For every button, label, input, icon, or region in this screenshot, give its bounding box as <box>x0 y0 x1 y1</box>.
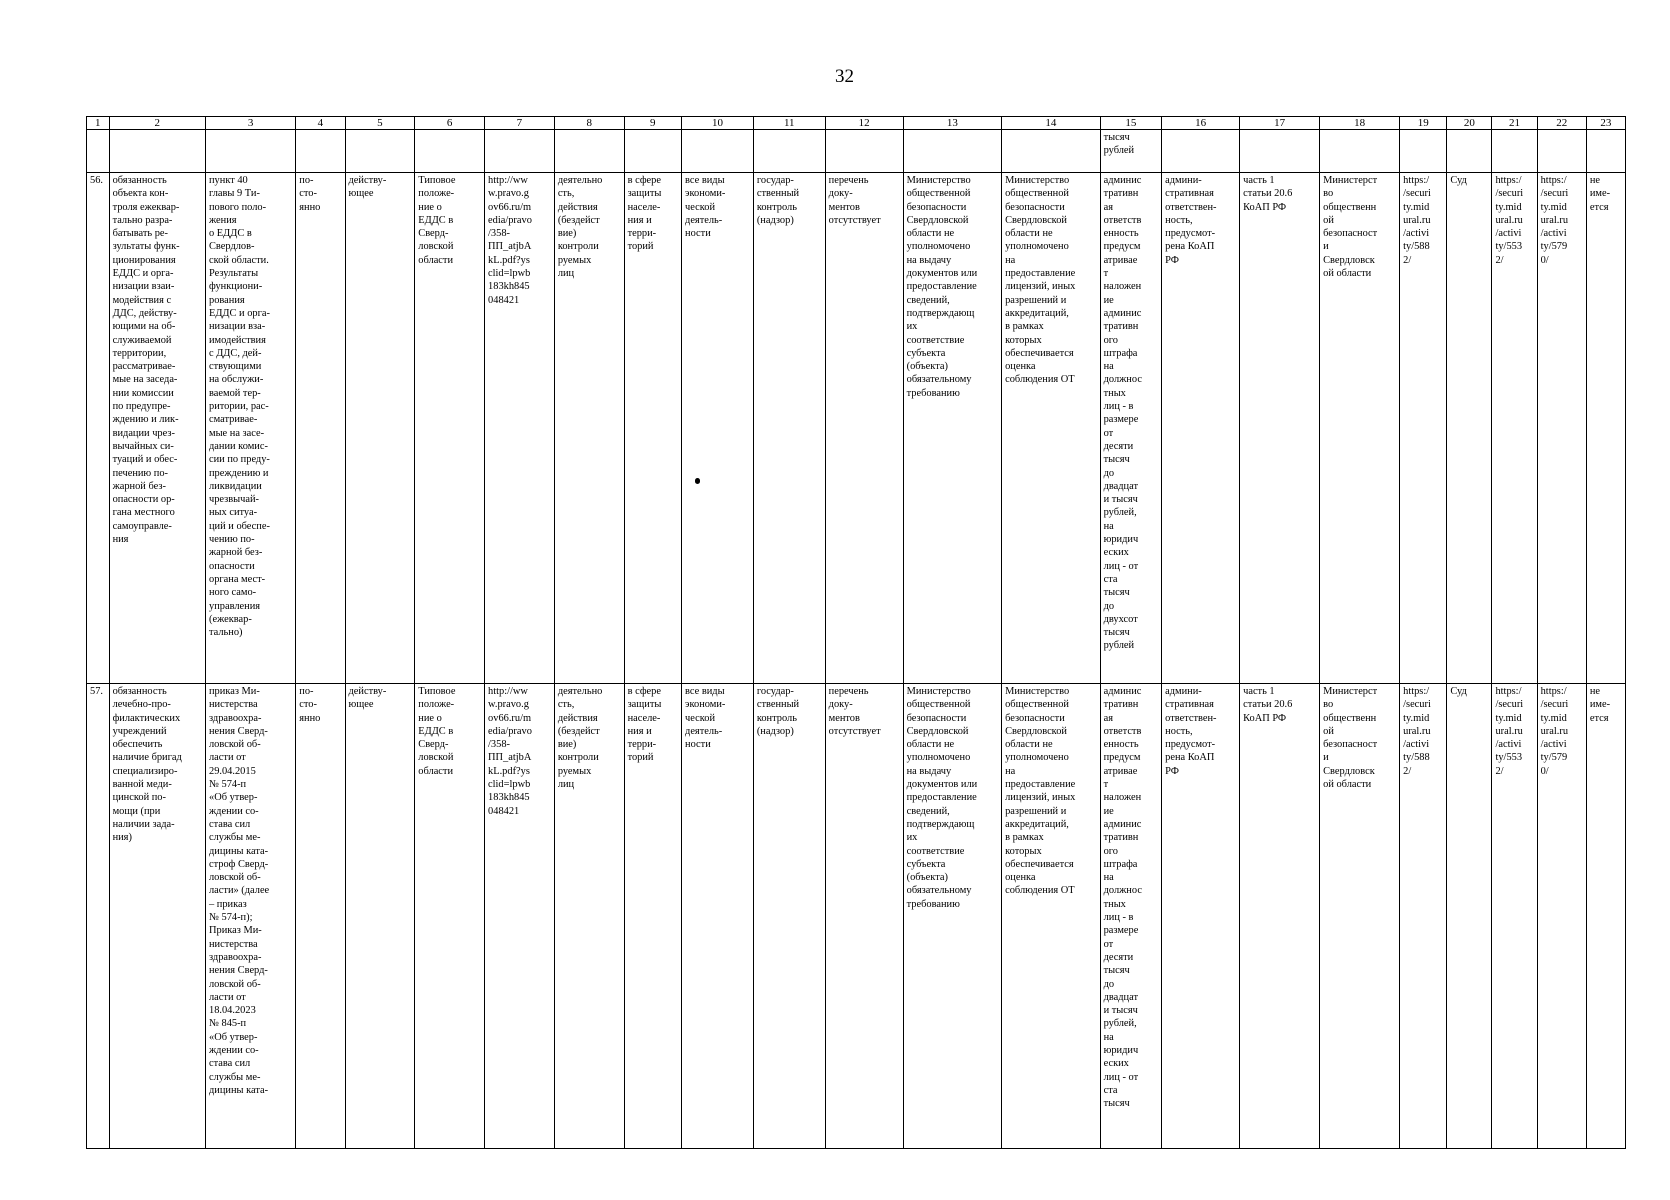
table-cell <box>1162 130 1240 173</box>
liability-details-cell: админис тративн ая ответств енность предусм атривае т наложен ие админис тративн ого штрафа на должнос тных лиц - в размере от десяти тысяч до двадцат и тысяч рублей, на юридич еских лиц - от ста тысяч <box>1100 684 1162 1149</box>
table-row <box>87 173 1626 684</box>
col-number: 18 <box>1320 117 1400 130</box>
link-cell: https:/ /securi ty.mid ural.ru /activi ty/579 0/ <box>1537 173 1586 684</box>
column-number-row <box>87 117 1626 130</box>
status-cell: действу- ющее <box>345 684 415 1149</box>
liability-type-cell: админи- стративная ответствен- ность, предусмот- рена КоАП РФ <box>1162 173 1240 684</box>
col-number: 5 <box>345 117 415 130</box>
col-number: 6 <box>415 117 485 130</box>
legal-act-cell: приказ Ми- нистерства здравоохра- нения Сверд- ловской об- ласти от 29.04.2015 № 574-п «Об утвер- ждении со- става сил службы ме- дицины ката- строф Сверд- ловской об- ласти» (далее – приказ № 574-п); Приказ Ми- нистерства здравоохра- нения Сверд- ловской об- ласти от 18.04.2023 № 845-п «Об утвер- ждении со- става сил службы ме- дицины ката- <box>206 684 296 1149</box>
col-number: 2 <box>109 117 205 130</box>
act-link-cell: http://ww w.pravo.g ov66.ru/m edia/pravo /358- ПП_atjbA kL.pdf?ys clid=lpwb 183kh845 048421 <box>485 684 555 1149</box>
col-number: 1 <box>87 117 110 130</box>
activity-cell: все виды экономи- ческой деятель- ности <box>682 173 754 684</box>
control-object-cell: деятельно сть, действия (бездейст вие) контроли руемых лиц <box>554 684 624 1149</box>
validity-period-cell: по- сто- янно <box>296 173 345 684</box>
row-number: 56. <box>87 173 110 684</box>
link-cell: https:/ /securi ty.mid ural.ru /activi ty/588 2/ <box>1400 684 1447 1149</box>
control-type-cell: государ- ственный контроль (надзор) <box>753 684 825 1149</box>
requirement-cell: обязанность лечебно-про- филактических учреждений обеспечить наличие бригад специализиро- ванной меди- цинской по- мощи (при наличии зада- ния) <box>109 684 205 1149</box>
licensing-cell: Министерство общественной безопасности Свердловской области не уполномочено на предоставление лицензий, иных разрешений и аккредитаций, в рамках которых обеспечивается оценка соблюдения ОТ <box>1002 173 1100 684</box>
table-cell <box>415 130 485 173</box>
col-number: 23 <box>1586 117 1625 130</box>
note-cell: не име- ется <box>1586 684 1625 1149</box>
table-cell <box>624 130 681 173</box>
table-cell <box>1447 130 1492 173</box>
table-cell <box>903 130 1001 173</box>
requirements-table <box>86 116 1626 1149</box>
link-cell: https:/ /securi ty.mid ural.ru /activi ty/588 2/ <box>1400 173 1447 684</box>
table-cell <box>1320 130 1400 173</box>
col-number: 14 <box>1002 117 1100 130</box>
table-cell <box>825 130 903 173</box>
liability-type-cell: админи- стративная ответствен- ность, предусмот- рена КоАП РФ <box>1162 684 1240 1149</box>
act-link-cell: http://ww w.pravo.g ov66.ru/m edia/pravo /358- ПП_atjbA kL.pdf?ys clid=lpwb 183kh845 048421 <box>485 173 555 684</box>
article-cell: часть 1 статьи 20.6 КоАП РФ <box>1240 173 1320 684</box>
col-number: 3 <box>206 117 296 130</box>
col-number: 13 <box>903 117 1001 130</box>
col-number: 10 <box>682 117 754 130</box>
note-cell: не име- ется <box>1586 173 1625 684</box>
col-number: 4 <box>296 117 345 130</box>
requirement-cell: обязанность объекта кон- троля ежеквар- тально разра- батывать ре- зультаты функ- ционирования ЕДДС и орга- низации взаи- модействия с ДДС, действу- ющими на об- служиваемой территории, рассматривае- мые на заседа- нии комиссии по предупре- ждению и лик- видации чрез- вычайных си- туаций и обес- печению по- жарной без- опасности ор- гана местного самоуправле- ния <box>109 173 205 684</box>
table-cell <box>87 130 110 173</box>
confirmation-cell: Министерство общественной безопасности Свердловской области не уполномочено на выдачу документов или предоставление сведений, подтверждающ их соответствие субъекта (объекта) обязательному требованию <box>903 684 1001 1149</box>
liability-details-cell: админис тративн ая ответств енность предусм атривае т наложен ие админис тративн ого штрафа на должнос тных лиц - в размере от десяти тысяч до двадцат и тысяч рублей, на юридич еских лиц - от ста тысяч до двухсот тысяч рублей <box>1100 173 1162 684</box>
col-number: 22 <box>1537 117 1586 130</box>
col-number: 12 <box>825 117 903 130</box>
sphere-cell: в сфере защиты населе- ния и терри- торий <box>624 173 681 684</box>
col-number: 19 <box>1400 117 1447 130</box>
documents-cell: перечень доку- ментов отсутствует <box>825 173 903 684</box>
table-cell <box>345 130 415 173</box>
sphere-cell: в сфере защиты населе- ния и терри- торий <box>624 684 681 1149</box>
authority-cell: Министерст во общественн ой безопасност и Свердловск ой области <box>1320 173 1400 684</box>
article-cell: часть 1 статьи 20.6 КоАП РФ <box>1240 684 1320 1149</box>
col-number: 11 <box>753 117 825 130</box>
table-cell <box>485 130 555 173</box>
licensing-cell: Министерство общественной безопасности Свердловской области не уполномочено на предоставление лицензий, иных разрешений и аккредитаций, в рамках которых обеспечивается оценка соблюдения ОТ <box>1002 684 1100 1149</box>
continuation-cell: тысяч рублей <box>1100 130 1162 173</box>
page-number: 32 <box>835 66 854 87</box>
link-cell: https:/ /securi ty.mid ural.ru /activi ty/579 0/ <box>1537 684 1586 1149</box>
col-number: 16 <box>1162 117 1240 130</box>
table-cell <box>109 130 205 173</box>
table-cell <box>206 130 296 173</box>
control-object-cell: деятельно сть, действия (бездейст вие) контроли руемых лиц <box>554 173 624 684</box>
act-name-cell: Типовое положе- ние о ЕДДС в Сверд- ловской области <box>415 684 485 1149</box>
row-number: 57. <box>87 684 110 1149</box>
court-cell: Суд <box>1447 684 1492 1149</box>
control-type-cell: государ- ственный контроль (надзор) <box>753 173 825 684</box>
court-cell: Суд <box>1447 173 1492 684</box>
validity-period-cell: по- сто- янно <box>296 684 345 1149</box>
table-cell <box>753 130 825 173</box>
table-cell <box>554 130 624 173</box>
documents-cell: перечень доку- ментов отсутствует <box>825 684 903 1149</box>
table-cell <box>1400 130 1447 173</box>
authority-cell: Министерст во общественн ой безопасност и Свердловск ой области <box>1320 684 1400 1149</box>
table-row <box>87 684 1626 1149</box>
col-number: 15 <box>1100 117 1162 130</box>
col-number: 8 <box>554 117 624 130</box>
link-cell: https:/ /securi ty.mid ural.ru /activi ty/553 2/ <box>1492 684 1537 1149</box>
col-number: 9 <box>624 117 681 130</box>
table-cell <box>1537 130 1586 173</box>
table-cell <box>682 130 754 173</box>
act-name-cell: Типовое положе- ние о ЕДДС в Сверд- ловской области <box>415 173 485 684</box>
confirmation-cell: Министерство общественной безопасности Свердловской области не уполномочено на выдачу документов или предоставление сведений, подтверждающ их соответствие субъекта (объекта) обязательному требованию <box>903 173 1001 684</box>
table-cell <box>296 130 345 173</box>
table-cell <box>1492 130 1537 173</box>
table-cell <box>1240 130 1320 173</box>
table-cell <box>1586 130 1625 173</box>
table-cell <box>1002 130 1100 173</box>
col-number: 7 <box>485 117 555 130</box>
activity-cell: все виды экономи- ческой деятель- ности <box>682 684 754 1149</box>
continuation-row <box>87 130 1626 173</box>
legal-act-cell: пункт 40 главы 9 Ти- пового поло- жения о ЕДДС в Свердлов- ской области. Результаты функциони- рования ЕДДС и орга- низации вза- имодействия с ДДС, дей- ствующими на обслужи- ваемой тер- ритории, рас- сматривае- мые на засе- дании комис- сии по преду- преждению и ликвидации чрезвычай- ных ситуа- ций и обеспе- чению по- жарной без- опасности органа мест- ного само- управления (ежеквар- тально) <box>206 173 296 684</box>
status-cell: действу- ющее <box>345 173 415 684</box>
col-number: 20 <box>1447 117 1492 130</box>
link-cell: https:/ /securi ty.mid ural.ru /activi ty/553 2/ <box>1492 173 1537 684</box>
col-number: 21 <box>1492 117 1537 130</box>
col-number: 17 <box>1240 117 1320 130</box>
